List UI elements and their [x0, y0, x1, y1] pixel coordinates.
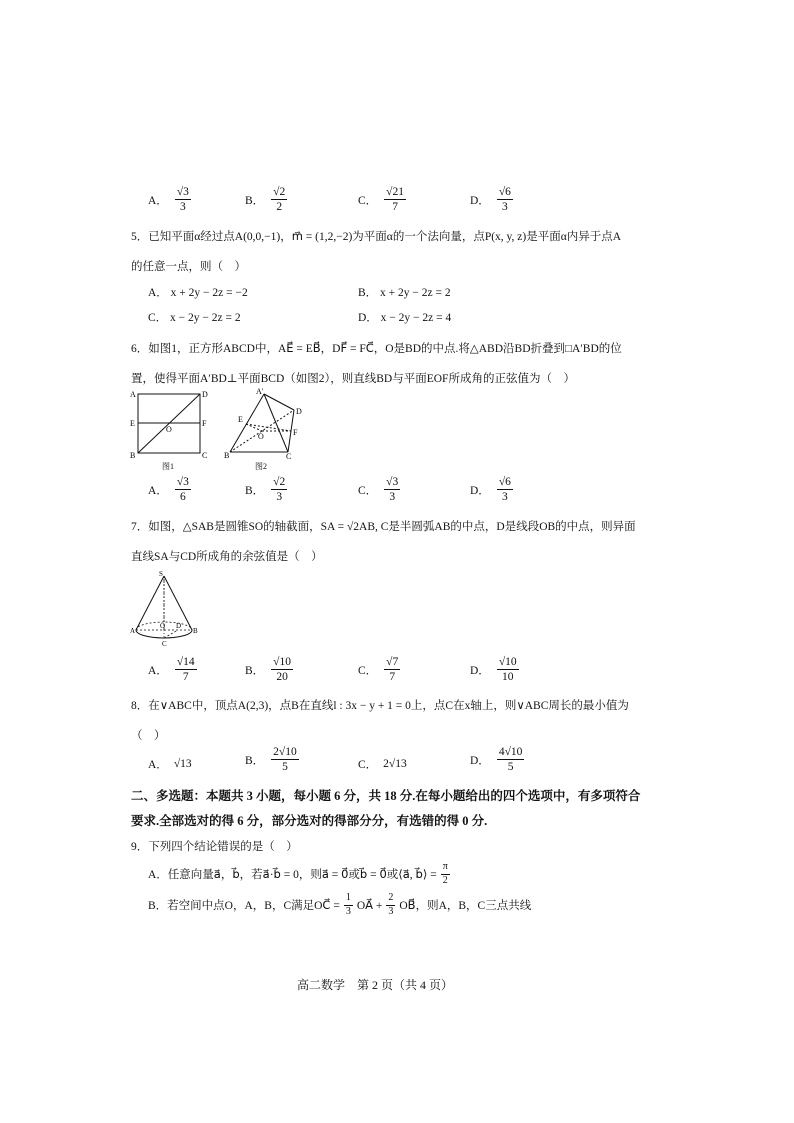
q7-stem-line2: 直线SA与CD所成角的余弦值是（ ） — [131, 551, 323, 563]
q4-option-c — [358, 186, 407, 213]
q8-option-b-fraction: $\frac{2√10}{5}$ — [273, 746, 297, 774]
svg-text:A: A — [130, 390, 136, 399]
q6-option-b-label: B． — [245, 484, 265, 497]
q7-option-b-label: B． — [245, 664, 265, 677]
q9-option-b-fraction-2: $\frac{2}{3}$ — [388, 892, 394, 917]
q8-option-b — [245, 746, 300, 773]
q6-option-c — [358, 476, 401, 503]
svg-text:S: S — [159, 570, 163, 578]
svg-text:D: D — [296, 407, 302, 416]
q7-option-a-label: A． — [148, 664, 168, 677]
svg-text:B: B — [130, 451, 136, 460]
q8-option-a-value: √13 — [173, 758, 192, 770]
svg-text:C: C — [202, 451, 208, 460]
q8-stem-line1: 8．在∨ABC中，顶点A(2,3)，点B在直线l : 3x − y + 1 = 0上，点C在x轴上，则∨ABC周长的最小值为 — [131, 700, 629, 712]
q4-option-a-fraction: $\frac{√3}{3}$ — [176, 186, 189, 214]
q6-option-a-label: A． — [148, 484, 168, 497]
q9-option-b-fraction-1: $\frac{1}{3}$ — [345, 892, 351, 917]
svg-text:D: D — [176, 622, 182, 630]
q4-option-a-label: A． — [148, 194, 168, 207]
svg-text:D: D — [202, 390, 208, 399]
q6-option-a — [148, 476, 192, 503]
q7-option-c-fraction: $\frac{√7}{7}$ — [386, 656, 399, 684]
q7-option-b — [245, 656, 294, 683]
q6-figure2-caption: 图2 — [255, 462, 267, 471]
svg-text:O: O — [160, 622, 166, 630]
q6-option-c-label: C． — [358, 484, 378, 497]
svg-text:B: B — [193, 627, 198, 635]
q9-option-a-fraction: $\frac{\pi}{2}$ — [442, 861, 448, 886]
svg-text:F: F — [202, 419, 207, 428]
q5-option-d: D． x − 2y − 2z = 4 — [358, 312, 452, 324]
svg-text:O: O — [166, 425, 172, 434]
q8-stem-line2: （ ） — [131, 730, 166, 742]
q7-option-d-fraction: $\frac{√10}{10}$ — [498, 656, 517, 684]
q9-option-b-text-post: OB⃗，则A，B，C三点共线 — [399, 900, 532, 912]
svg-text:A: A — [130, 627, 136, 635]
q4-option-d-label: D． — [470, 194, 490, 207]
q7-option-d-label: D． — [470, 664, 490, 677]
q6-figure1 — [128, 388, 210, 462]
q8-option-a — [148, 756, 192, 772]
q6-option-d — [470, 476, 514, 503]
svg-text:F: F — [293, 428, 298, 437]
svg-text:C: C — [286, 452, 292, 461]
q8-option-d — [470, 746, 525, 773]
q7-option-c — [358, 656, 401, 683]
q6-option-b — [245, 476, 288, 503]
q5-option-c: C． x − 2y − 2z = 2 — [148, 312, 241, 324]
q6-figure1-caption: 图1 — [162, 462, 174, 471]
q5-stem-line2: 的任意一点，则（ ） — [131, 261, 246, 273]
q9-option-b-text-mid: OA⃗ + — [356, 900, 383, 912]
q6-option-d-label: D． — [470, 484, 490, 497]
q6-stem-line2: 置，使得平面A′BD⊥平面BCD（如图2），则直线BD与平面EOF所成角的正弦值为（ ） — [131, 373, 575, 385]
q4-option-c-label: C． — [358, 194, 378, 207]
q9-stem: 9．下列四个结论错误的是（ ） — [131, 841, 298, 853]
svg-text:B: B — [224, 451, 230, 460]
q4-option-a — [148, 186, 192, 213]
q5-option-a: A． x + 2y − 2z = −2 — [148, 287, 248, 299]
svg-text:C: C — [162, 640, 167, 648]
q8-option-c-value: 2√13 — [383, 758, 407, 770]
q7-cone-figure — [128, 568, 202, 650]
q4-option-b-fraction: $\frac{√2}{2}$ — [273, 186, 286, 214]
q6-stem-line1: 6．如图1，正方形ABCD中，AE⃗ = EB⃗，DF⃗ = FC⃗，O是BD的中点.将△ABD沿BD折叠到□A′BD的位 — [131, 343, 622, 355]
svg-text:A′: A′ — [256, 388, 264, 396]
q8-option-d-fraction: $\frac{4√10}{5}$ — [498, 746, 523, 774]
svg-text:O: O — [258, 432, 264, 441]
q6-option-d-fraction: $\frac{√6}{3}$ — [498, 476, 511, 504]
q5-option-b: B． x + 2y − 2z = 2 — [358, 287, 451, 299]
q9-option-b-text-pre: B．若空间中点O，A，B，C满足OC⃗ = — [148, 900, 340, 912]
q8-option-a-label: A． — [148, 759, 168, 771]
q8-option-c — [358, 756, 407, 772]
q7-option-d — [470, 656, 520, 683]
section2-heading-line2: 要求.全部选对的得 6 分，部分选对的得部分分，有选错的得 0 分. — [131, 814, 488, 828]
q4-option-d-fraction: $\frac{√6}{3}$ — [498, 186, 511, 214]
q9-option-a — [148, 862, 451, 886]
q7-option-b-fraction: $\frac{√10}{20}$ — [273, 656, 291, 684]
q6-option-b-fraction: $\frac{√2}{3}$ — [273, 476, 286, 504]
q7-stem-line1: 7．如图，△SAB是圆锥SO的轴截面，SA = √2AB, C是半圆弧AB的中点，D是线段OB的中点，则异面 — [131, 521, 636, 533]
q6-option-a-fraction: $\frac{√3}{6}$ — [176, 476, 189, 504]
q7-option-a — [148, 656, 198, 683]
q8-option-d-label: D． — [470, 754, 490, 767]
q4-option-b — [245, 186, 288, 213]
svg-text:E: E — [130, 419, 135, 428]
q7-option-c-label: C． — [358, 664, 378, 677]
q5-stem-line1: 5．已知平面α经过点A(0,0,−1)，m⃗ = (1,2,−2)为平面α的一个法向量，点P(x, y, z)是平面α内异于点A — [131, 231, 622, 243]
q8-option-b-label: B． — [245, 754, 265, 767]
q4-option-b-label: B． — [245, 194, 265, 207]
q6-option-c-fraction: $\frac{√3}{3}$ — [386, 476, 399, 504]
q9-option-a-text: A．任意向量a⃗，b⃗，若a⃗·b⃗ = 0，则a⃗ = 0⃗或b⃗ = 0⃗或⟨a⃗, b⃗⟩ = — [148, 869, 437, 881]
q7-option-a-fraction: $\frac{√14}{7}$ — [176, 656, 195, 684]
q9-option-b — [148, 893, 531, 917]
section2-heading-line1: 二、多选题：本题共 3 小题，每小题 6 分，共 18 分.在每小题给出的四个选项中，有多项符合 — [131, 789, 641, 803]
q4-option-d — [470, 186, 514, 213]
q4-option-c-fraction: $\frac{√21}{7}$ — [386, 186, 404, 214]
q8-option-c-label: C． — [358, 759, 378, 771]
svg-text:E: E — [238, 415, 243, 424]
page-footer: 高二数学 第 2 页（共 4 页） — [297, 978, 454, 992]
q6-figure2 — [222, 388, 310, 462]
